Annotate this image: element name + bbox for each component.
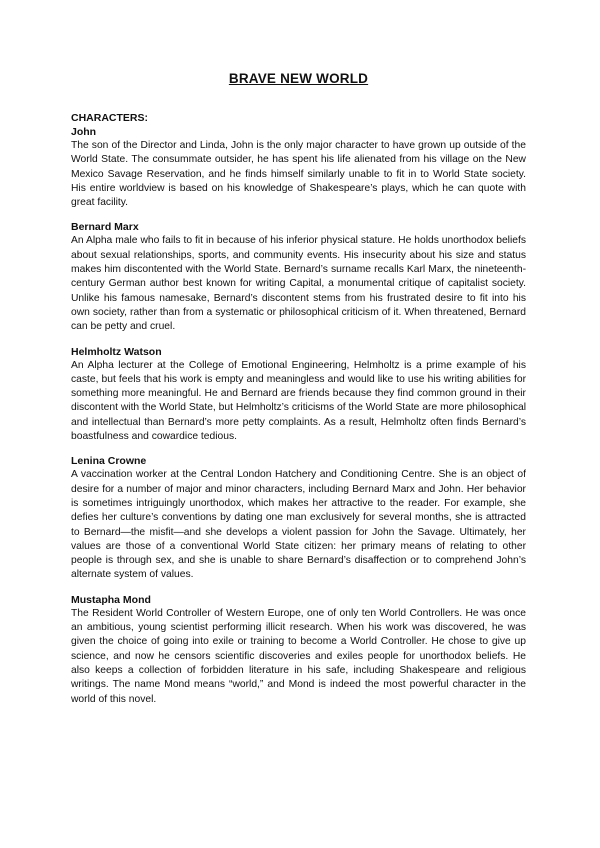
character-mustapha-mond [71,593,526,707]
character-name: Lenina Crowne [71,455,147,468]
character-name: John [71,126,97,138]
character-bernard-marx [71,220,526,334]
document-page [71,70,526,717]
character-name: Bernard Marx [71,221,139,234]
character-description: A vaccination worker at the Central London Hatchery and Conditioning Centre. She is an object of desire for a number of major and minor characters, including Bernard Marx and John. Her behavior is sometimes intriguingly unorthodox, which makes her attractive to the reader. For example, she defies her culture’s conventions by dating one man exclusively for several months, she is attracted to Bernard—the misfit—and she develops a violent passion for John the Savage. Ultimately, her values are those of a conventional World State citizen: her primary means of relating to other people is through sex, and she is unable to share Bernard’s disaffection or to comprehend John’s alternate system of values. [71,469,526,581]
character-lenina-crowne [71,454,526,582]
character-helmholtz-watson [71,345,526,445]
character-name: Mustapha Mond [71,593,151,606]
character-john [71,125,526,210]
character-description: The son of the Director and Linda, John is the only major character to have grown up outside of the World State. The consummate outsider, he has spent his life alienated from his village on the New Mexico Savage Reservation, and he finds himself similarly unable to fit in to World State society. His entire worldview is based on his knowledge of Shakespeare’s plays, which he can quote with great facility. [71,140,526,209]
document-title: BRAVE NEW WORLD [228,71,369,86]
character-description: The Resident World Controller of Western Europe, one of only ten World Controllers. He was once an ambitious, young scientist performing illicit research. When his work was discovered, he was given the choice of going into exile or training to become a World Controller. He chose to give up science, and now he censors scientific discoveries and exiles people for unorthodox beliefs. He also keeps a collection of forbidden literature in his safe, including Shakespeare and religious writings. The name Mond means “world,” and Mond is indeed the most powerful character in the world of this novel. [71,607,526,705]
character-description: An Alpha lecturer at the College of Emotional Engineering, Helmholtz is a prime example of his caste, but feels that his work is empty and meaningless and would like to use his writing abilities for something more meaningful. He and Bernard are friends because they find common ground in their discontent with the World State, but Helmholtz’s criticisms of the World State are more philosophical and intellectual than Bernard’s more petty complaints. As a result, Helmholtz often finds Bernard’s boastfulness and cowardice tedious. [71,359,526,443]
section-heading: CHARACTERS: [71,112,148,124]
character-description: An Alpha male who fails to fit in because of his inferior physical stature. He holds unorthodox beliefs about sexual relationships, sports, and community events. His insecurity about his size and status makes him discontented with the World State. Bernard’s surname recalls Karl Marx, the nineteenth-century German author best known for writing Capital, a monumental critique of capitalist society. Unlike his famous namesake, Bernard’s discontent stems from his frustrated desire to fit into his own society, rather than from a systematic or philosophical criticism of it. When threatened, Bernard can be petty and cruel. [71,235,526,333]
character-name: Helmholtz Watson [71,345,162,358]
